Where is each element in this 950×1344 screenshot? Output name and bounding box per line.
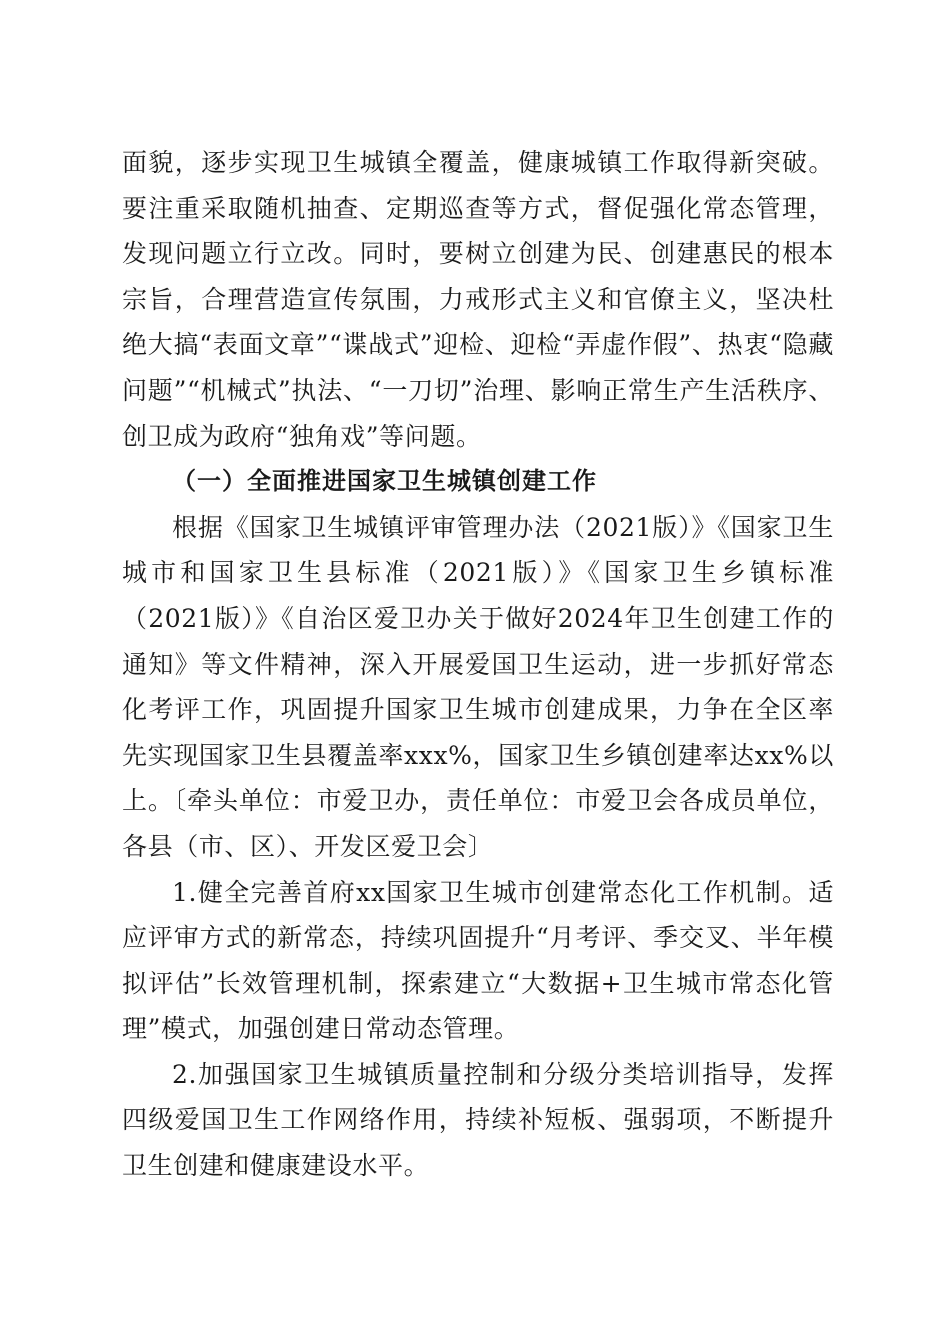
paragraph-item-2: 2.加强国家卫生城镇质量控制和分级分类培训指导，发挥四级爱国卫生工作网络作用，持续补短板、强弱项，不断提升卫生创建和健康建设水平。 bbox=[122, 1059, 834, 1181]
paragraph-item-1: 1.健全完善首府xx国家卫生城市创建常态化工作机制。适应评审方式的新常态，持续巩固提升“月考评、季交叉、半年模拟评估”长效管理机制，探索建立“大数据+卫生城市常态化管理”模式，加强创建日常动态管理。 bbox=[122, 877, 834, 1044]
paragraph-continuation: 面貌，逐步实现卫生城镇全覆盖，健康城镇工作取得新突破。要注重采取随机抽查、定期巡查等方式，督促强化常态管理，发现问题立行立改。同时，要树立创建为民、创建惠民的根本宗旨，合理营造宣传氛围，力戒形式主义和官僚主义，坚决杜绝大搞“表面文章”“谍战式”迎检、迎检“弄虚作假”、热衷“隐藏问题”“机械式”执法、“一刀切”治理、影响正常生产生活秩序、创卫成为政府“独角戏”等问题。 bbox=[122, 148, 834, 451]
paragraph-basis: 根据《国家卫生城镇评审管理办法（2021版）》《国家卫生城市和国家卫生县标准（2021版）》《国家卫生乡镇标准（2021版）》《自治区爱卫办关于做好2024年卫生创建工作的通知》等文件精神，深入开展爱国卫生运动，进一步抓好常态化考评工作，巩固提升国家卫生城市创建成果，力争在全区率先实现国家卫生县覆盖率xxx%，国家卫生乡镇创建率达xx%以上。〔牵头单位：市爱卫办，责任单位：市爱卫会各成员单位，各县（市、区）、开发区爱卫会〕 bbox=[122, 512, 834, 861]
section-heading: （一）全面推进国家卫生城镇创建工作 bbox=[172, 467, 597, 496]
document-body bbox=[122, 140, 834, 1189]
